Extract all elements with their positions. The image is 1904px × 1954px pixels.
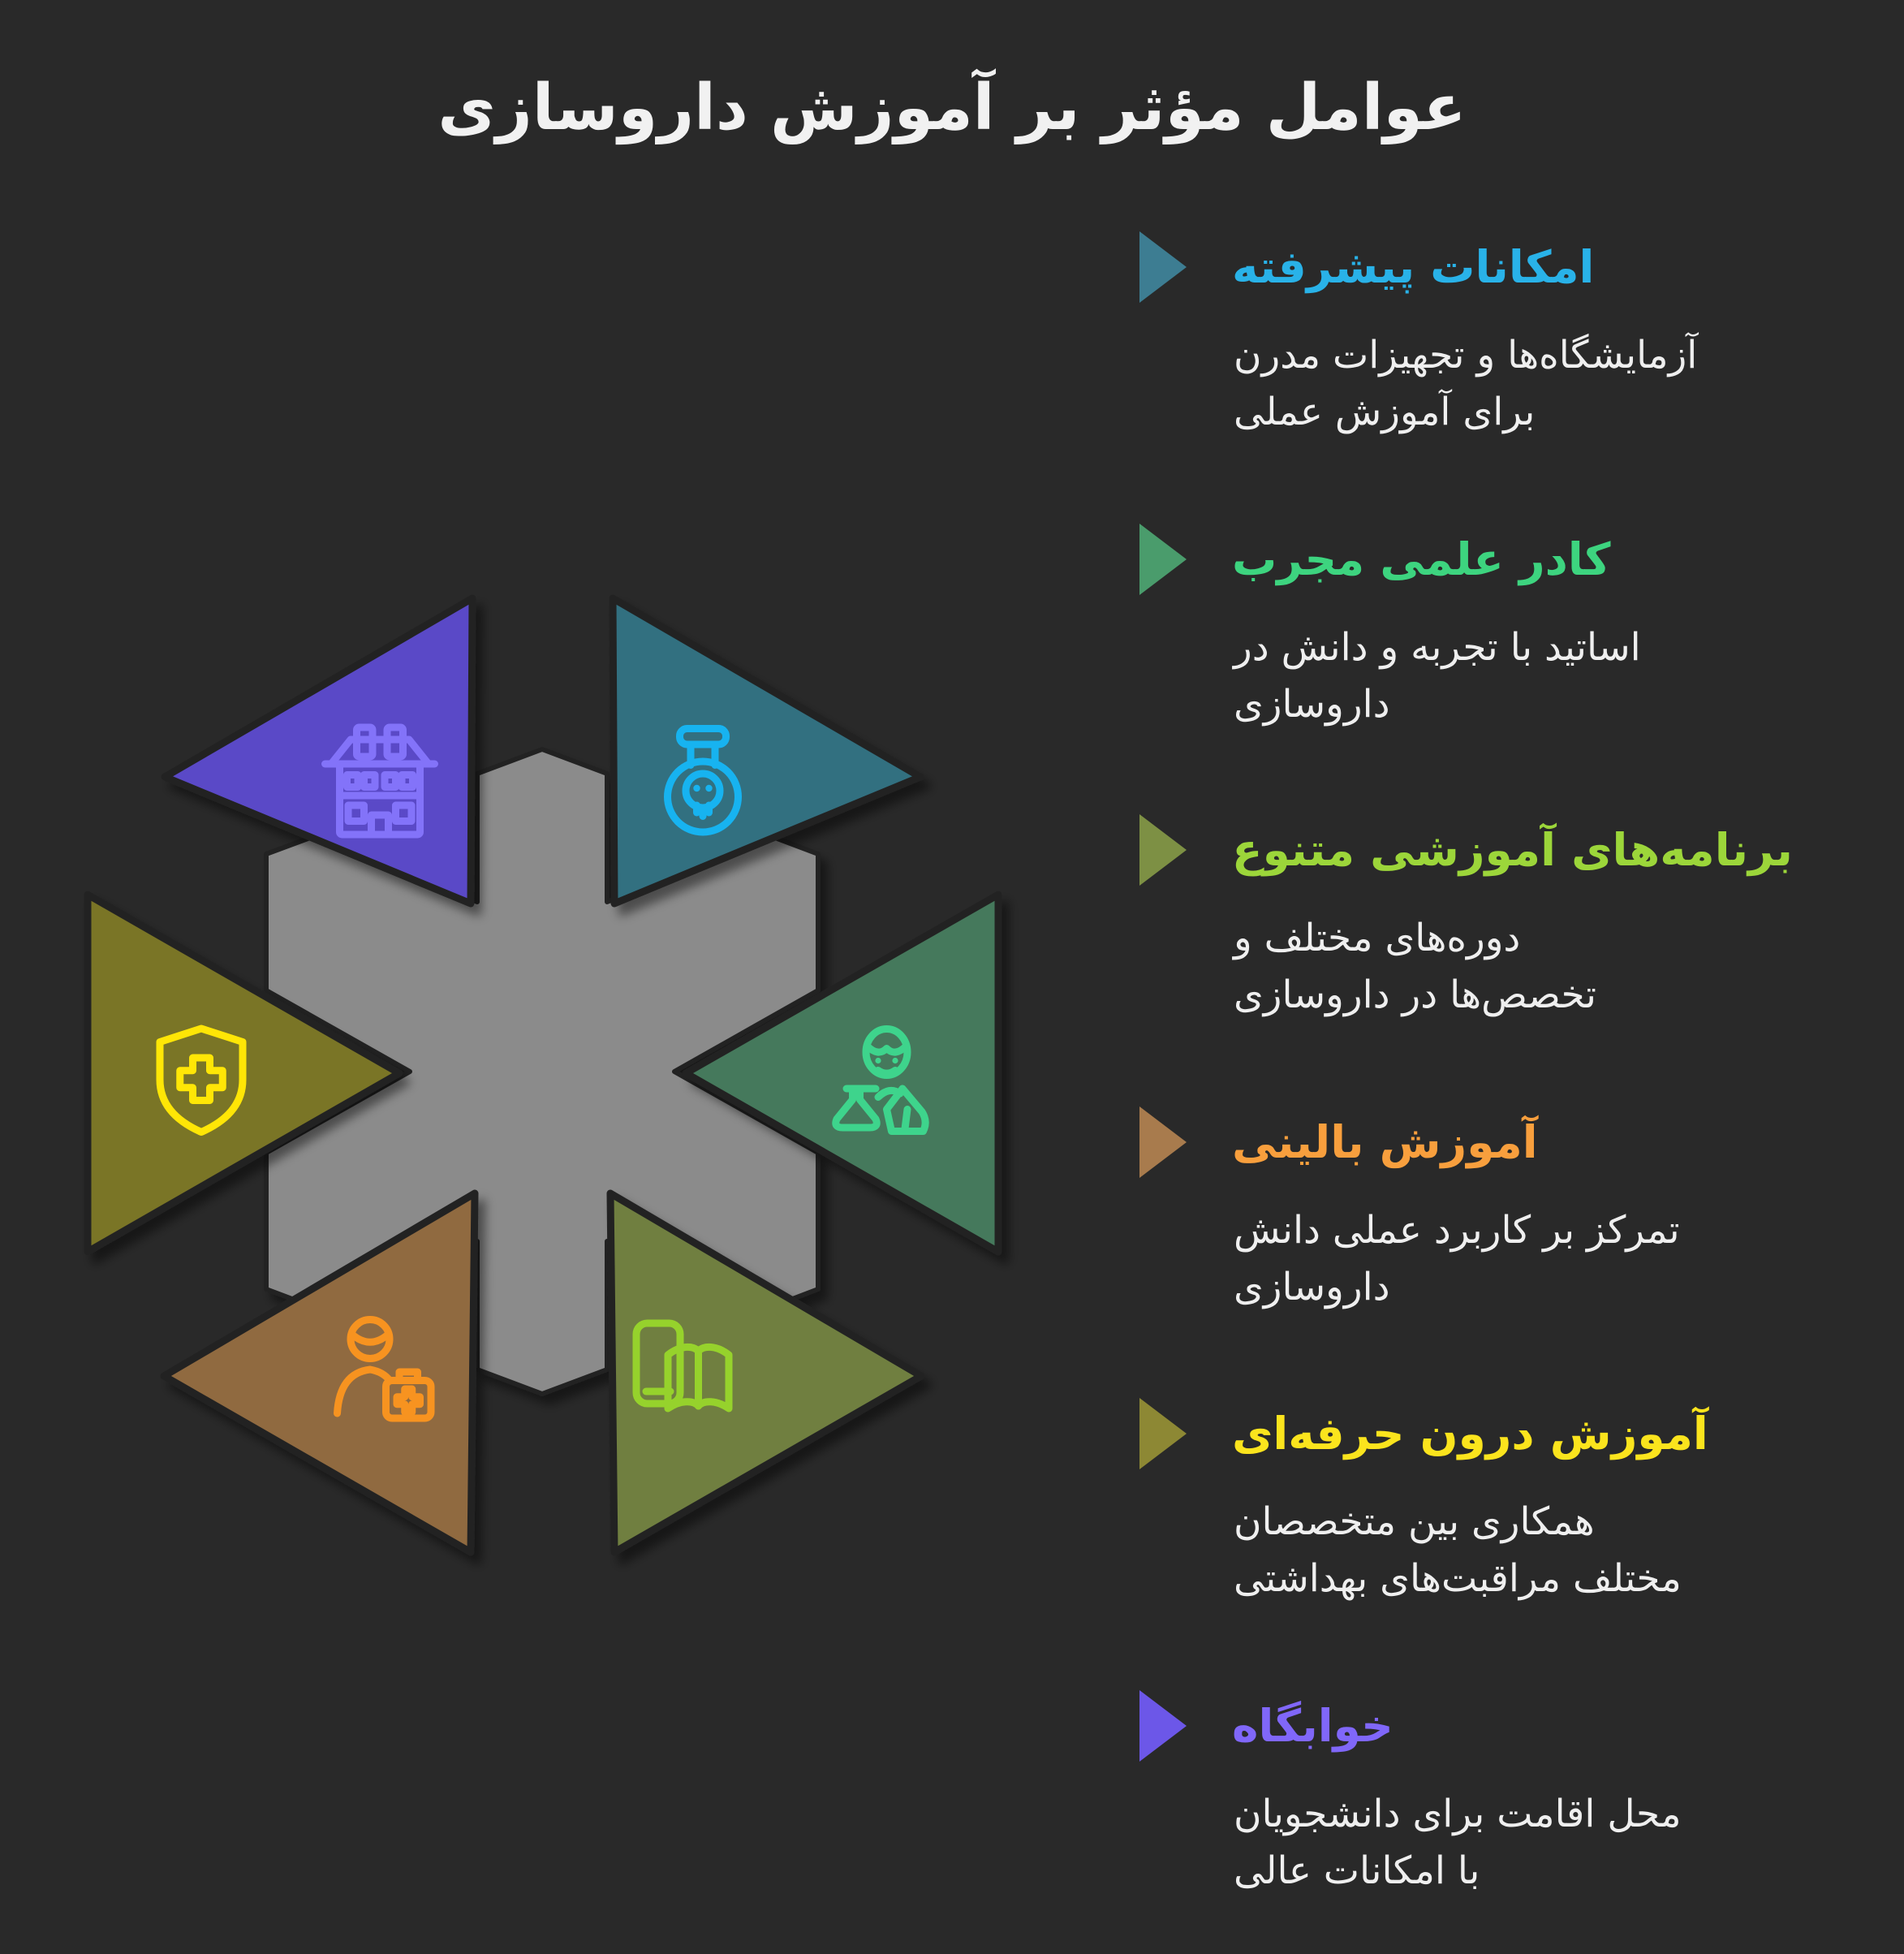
legend-desc-line: داروسازی [1234, 1265, 1390, 1309]
legend-desc-line: تخصص‌ها در داروسازی [1234, 973, 1596, 1017]
legend-title: برنامه‌های آموزشی متنوع [1232, 824, 1793, 876]
legend-desc-line: اساتید با تجربه و دانش در [1234, 625, 1641, 670]
marker-triangle-icon [1139, 1690, 1187, 1762]
legend-desc-line: داروسازی [1234, 682, 1390, 727]
marker-triangle-icon [1139, 814, 1187, 886]
legend-desc-line: آزمایشگاه‌ها و تجهیزات مدرن [1234, 333, 1698, 377]
legend-desc-line: برای آموزش عملی [1234, 390, 1536, 434]
marker-triangle-icon [1139, 1106, 1187, 1178]
legend-desc-line: همکاری بین متخصصان [1234, 1499, 1595, 1544]
legend-desc-line: با امکانات عالی [1234, 1848, 1480, 1893]
legend-item-diverse-programs [1139, 814, 1886, 1024]
legend-item-interprofessional [1139, 1398, 1886, 1607]
legend-title: آموزش درون حرفه‌ای [1232, 1408, 1708, 1460]
legend-desc-line: مختلف مراقبت‌های بهداشتی [1234, 1556, 1682, 1601]
marker-triangle-icon [1139, 524, 1187, 595]
legend-desc-line: تمرکز بر کاربرد عملی دانش [1234, 1208, 1680, 1253]
legend-desc-line: دوره‌های مختلف و [1234, 916, 1521, 960]
legend-title: کادر علمی مجرب [1232, 533, 1611, 585]
page-title: عوامل مؤثر بر آموزش داروسازی [437, 71, 1467, 145]
legend-item-advanced-facilities [1139, 231, 1886, 441]
marker-triangle-icon [1139, 231, 1187, 303]
legend-title: آموزش بالینی [1232, 1116, 1538, 1168]
legend-item-dormitory [1139, 1690, 1886, 1900]
legend-desc-line: محل اقامت برای دانشجویان [1234, 1792, 1682, 1836]
legend-title: امکانات پیشرفته [1232, 241, 1595, 293]
legend-title: خوابگاه [1232, 1700, 1394, 1752]
legend-item-experienced-faculty [1139, 524, 1886, 733]
legend-item-clinical-education [1139, 1106, 1886, 1316]
marker-triangle-icon [1139, 1398, 1187, 1469]
